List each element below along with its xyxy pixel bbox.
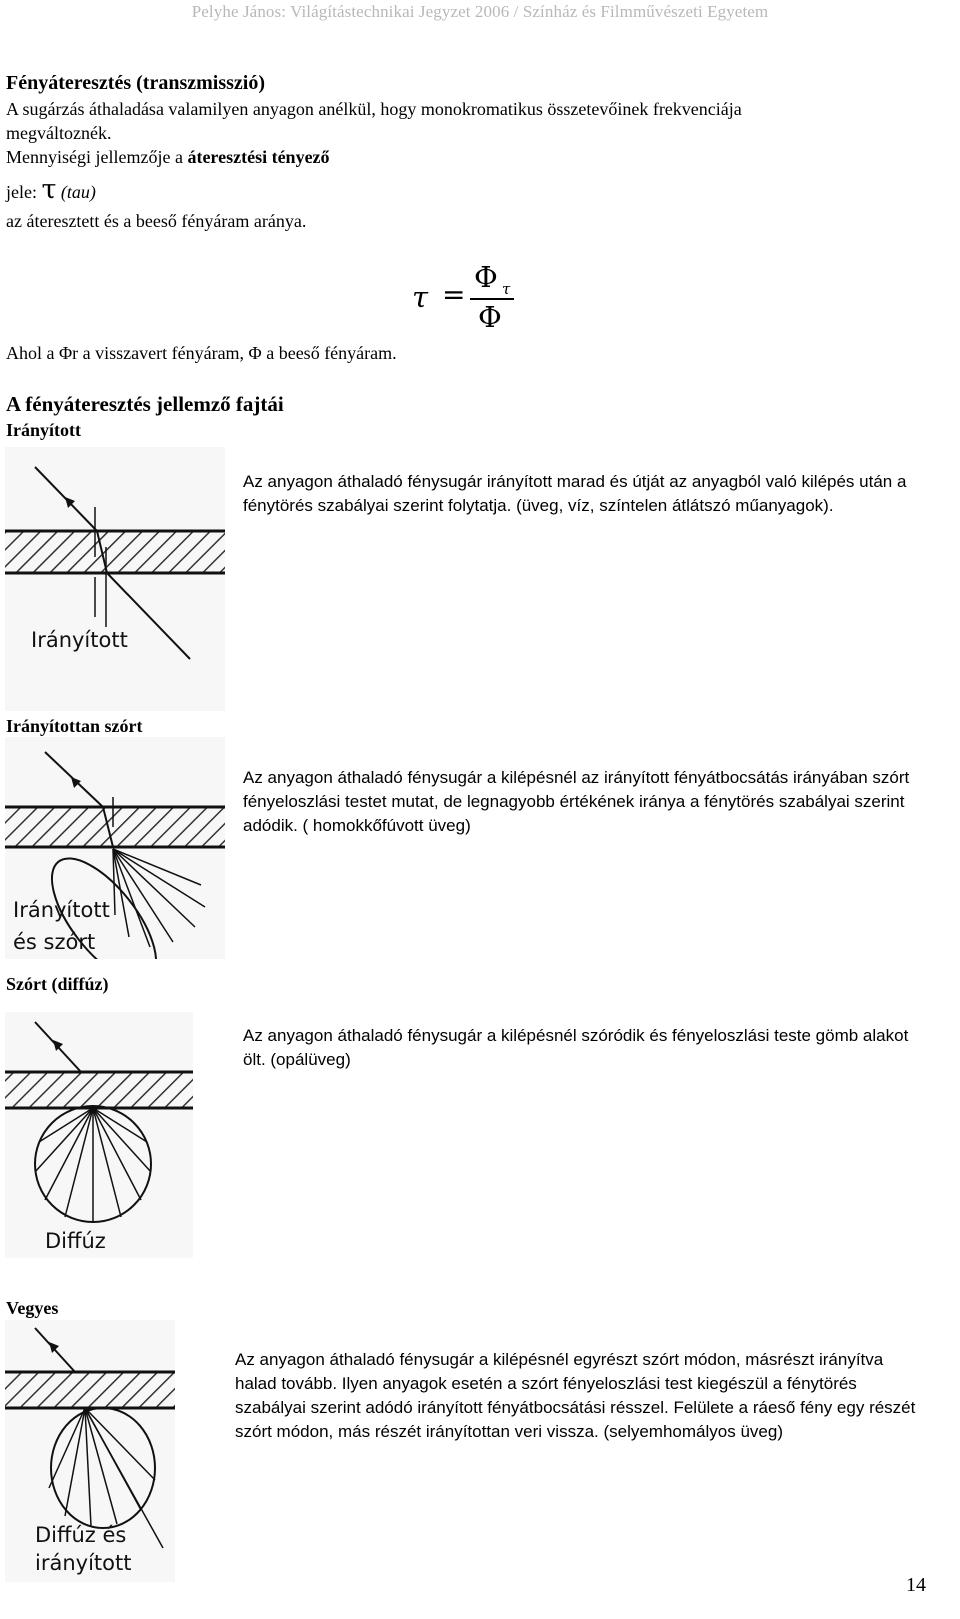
figure-label: és szórt	[13, 930, 96, 954]
figure-label: Diffúz és	[35, 1523, 127, 1547]
directed-diffuse-figure	[5, 737, 225, 959]
formula-numerator: Φ	[474, 260, 498, 294]
figure-label: Diffúz	[45, 1229, 106, 1253]
tau-symbol: τ	[41, 174, 57, 205]
paragraph-line	[6, 146, 330, 169]
diffuse-figure	[5, 1012, 193, 1258]
page-number: 14	[906, 1574, 926, 1596]
type-description: Az anyagon áthaladó fénysugár irányított marad és útját az anyagból való kilépés után a fénytörés szabályai szerint folytatja. (üveg, víz, színtelen átlátszó műanyagok).	[243, 472, 907, 515]
section-title: Fényáteresztés (transzmisszió)	[6, 72, 265, 94]
formula-denominator: Φ	[478, 300, 502, 334]
text-span: jele:	[6, 182, 42, 202]
type-heading: Szórt (diffúz)	[6, 974, 109, 994]
paragraph-line: A sugárzás áthaladása valamilyen anyagon anélkül, hogy monokromatikus összetevőinek frekvenciája	[6, 99, 742, 119]
figure-label: Irányított	[31, 628, 128, 652]
figure-label: irányított	[35, 1551, 132, 1575]
type-heading: Irányított	[6, 420, 81, 440]
type-description: Az anyagon áthaladó fénysugár a kilépésnél egyrészt szórt módon, másrészt irányítva halad tovább. Ilyen anyagok esetén a szórt fényeloszlási test kiegészül a fénytörés szabályai szerint adódó irányított fényátbocsátási résszel. Felülete a ráeső fény egy részét szórt módon, más részét irányítottan veri vissza. (selyemhomályos üveg)	[235, 1350, 916, 1441]
transmission-formula	[412, 260, 512, 340]
paragraph-line: megváltoznék.	[6, 123, 112, 143]
paragraph-line: Ahol a Φr a visszavert fényáram, Φ a beeső fényáram.	[6, 343, 397, 363]
types-title: A fényáteresztés jellemző fajtái	[6, 392, 284, 416]
formula-lhs: τ	[412, 280, 429, 314]
directed-transmission-figure	[5, 447, 225, 711]
formula-numerator-subscript: τ	[502, 280, 511, 298]
paragraph-line: az áteresztett és a beeső fényáram aránya.	[6, 211, 307, 231]
figure-label: Irányított	[13, 898, 110, 922]
tau-name: (tau)	[60, 182, 96, 202]
type-heading: Vegyes	[6, 1298, 59, 1318]
symbol-line	[6, 174, 96, 205]
type-heading: Irányítottan szórt	[6, 716, 143, 736]
text-span: Mennyiségi jellemzője a	[6, 147, 188, 167]
mixed-figure	[5, 1320, 175, 1582]
running-header: Pelyhe János: Világítástechnikai Jegyzet 2006 / Színház és Filmművészeti Egyetem	[191, 2, 769, 21]
formula-equals: =	[442, 278, 466, 311]
bold-term: áteresztési tényező	[187, 147, 330, 167]
type-description: Az anyagon áthaladó fénysugár a kilépésnél az irányított fényátbocsátás irányában szórt fényeloszlási testet mutat, de legnagyobb értékének iránya a fénytörés szabályai szerint adódik. ( homokkőfúvott üveg)	[243, 768, 910, 835]
type-description: Az anyagon áthaladó fénysugár a kilépésnél szóródik és fényeloszlási teste gömb alakot ölt. (opálüveg)	[243, 1026, 909, 1069]
